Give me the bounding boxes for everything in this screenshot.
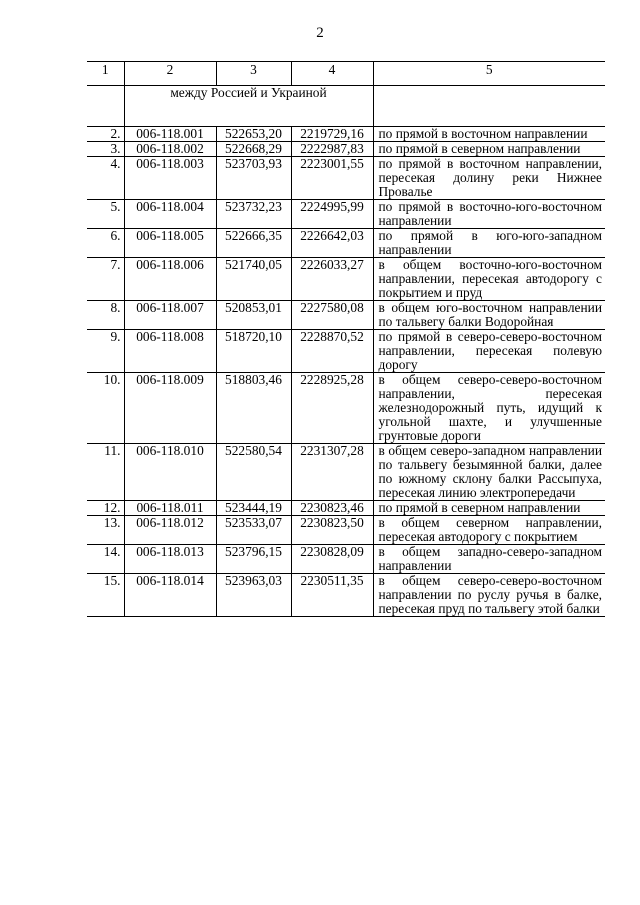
boundary-description-cell: в общем северо-северо-восточном направлении по руслу ручья в балке, пересекая пруд по тальвегу этой балки	[373, 574, 605, 617]
boundary-description-cell: по прямой в северо-северо-восточном направлении, пересекая полевую дорогу	[373, 330, 605, 373]
coordinate-x-cell: 523444,19	[216, 501, 291, 516]
column-header-4: 4	[291, 62, 373, 86]
point-code-cell: 006-118.012	[124, 516, 216, 545]
row-number-cell: 14.	[87, 545, 124, 574]
coordinate-y-cell: 2231307,28	[291, 444, 373, 501]
point-code-cell: 006-118.003	[124, 157, 216, 200]
table-row	[87, 516, 605, 545]
column-header-3: 3	[216, 62, 291, 86]
table-row	[87, 142, 605, 157]
coordinate-x-cell: 520853,01	[216, 301, 291, 330]
coordinate-y-cell: 2226642,03	[291, 229, 373, 258]
table-row	[87, 545, 605, 574]
table-row	[87, 373, 605, 444]
coordinate-y-cell: 2230823,46	[291, 501, 373, 516]
boundary-description-cell: в общем юго-восточном направлении по тальвегу балки Водоройная	[373, 301, 605, 330]
boundary-description-cell: по прямой в северном направлении	[373, 142, 605, 157]
coordinate-x-cell: 522668,29	[216, 142, 291, 157]
table-row	[87, 127, 605, 142]
point-code-cell: 006-118.006	[124, 258, 216, 301]
coordinate-y-cell: 2228925,28	[291, 373, 373, 444]
coordinate-x-cell: 521740,05	[216, 258, 291, 301]
boundary-description-cell: по прямой в восточном направлении, пересекая долину реки Нижнее Провалье	[373, 157, 605, 200]
boundary-description-cell: в общем восточно-юго-восточном направлении, пересекая автодорогу с покрытием и пруд	[373, 258, 605, 301]
coordinate-x-cell: 518803,46	[216, 373, 291, 444]
row-number-cell: 5.	[87, 200, 124, 229]
row-number-cell: 13.	[87, 516, 124, 545]
row-number-cell: 4.	[87, 157, 124, 200]
point-code-cell: 006-118.002	[124, 142, 216, 157]
coordinate-y-cell: 2226033,27	[291, 258, 373, 301]
table-row	[87, 301, 605, 330]
table-row	[87, 157, 605, 200]
table-row	[87, 501, 605, 516]
row-number-cell: 7.	[87, 258, 124, 301]
point-code-cell: 006-118.013	[124, 545, 216, 574]
row-number-cell: 8.	[87, 301, 124, 330]
row-number-cell: 9.	[87, 330, 124, 373]
page-number: 2	[316, 25, 324, 41]
boundary-description-cell: в общем северо-северо-восточном направлении, пересекая железнодорожный путь, идущий к угольной шахте, и улучшенные грунтовые дороги	[373, 373, 605, 444]
point-code-cell: 006-118.011	[124, 501, 216, 516]
row-number-cell: 6.	[87, 229, 124, 258]
coordinate-y-cell: 2228870,52	[291, 330, 373, 373]
coordinate-y-cell: 2230511,35	[291, 574, 373, 617]
coordinate-y-cell: 2222987,83	[291, 142, 373, 157]
row-number-cell: 11.	[87, 444, 124, 501]
table-row	[87, 444, 605, 501]
coordinate-x-cell: 523732,23	[216, 200, 291, 229]
table-row	[87, 200, 605, 229]
coordinate-x-cell: 523796,15	[216, 545, 291, 574]
coordinate-x-cell: 522666,35	[216, 229, 291, 258]
boundary-description-cell: по прямой в юго-юго-западном направлении	[373, 229, 605, 258]
point-code-cell: 006-118.008	[124, 330, 216, 373]
row-number-cell: 2.	[87, 127, 124, 142]
boundary-description-cell: по прямой в восточном направлении	[373, 127, 605, 142]
point-code-cell: 006-118.004	[124, 200, 216, 229]
row-number-cell: 15.	[87, 574, 124, 617]
coordinate-y-cell: 2227580,08	[291, 301, 373, 330]
coordinate-y-cell: 2223001,55	[291, 157, 373, 200]
table-row	[87, 258, 605, 301]
coordinate-x-cell: 523703,93	[216, 157, 291, 200]
point-code-cell: 006-118.014	[124, 574, 216, 617]
column-header-1: 1	[87, 62, 124, 86]
continuation-blank-cell	[87, 86, 124, 127]
point-code-cell: 006-118.010	[124, 444, 216, 501]
row-number-cell: 10.	[87, 373, 124, 444]
coordinate-x-cell: 522580,54	[216, 444, 291, 501]
row-number-cell: 3.	[87, 142, 124, 157]
continuation-blank-cell	[373, 86, 605, 127]
header-row	[87, 62, 605, 86]
point-code-cell: 006-118.009	[124, 373, 216, 444]
point-code-cell: 006-118.005	[124, 229, 216, 258]
boundary-description-cell: по прямой в северном направлении	[373, 501, 605, 516]
coordinate-x-cell: 522653,20	[216, 127, 291, 142]
boundary-description-cell: в общем западно-северо-западном направлении	[373, 545, 605, 574]
table-row	[87, 574, 605, 617]
coordinate-y-cell: 2230823,50	[291, 516, 373, 545]
point-code-cell: 006-118.007	[124, 301, 216, 330]
coordinate-y-cell: 2219729,16	[291, 127, 373, 142]
coordinate-y-cell: 2224995,99	[291, 200, 373, 229]
row-number-cell: 12.	[87, 501, 124, 516]
boundary-description-cell: в общем северо-западном направлении по тальвегу безымянной балки, далее по южному склону балки Рассыпуха, пересекая линию электропередачи	[373, 444, 605, 501]
table-row	[87, 229, 605, 258]
coordinate-x-cell: 523963,03	[216, 574, 291, 617]
continuation-row	[87, 86, 605, 127]
boundary-description-cell: в общем северном направлении, пересекая автодорогу с покрытием	[373, 516, 605, 545]
point-code-cell: 006-118.001	[124, 127, 216, 142]
coordinate-x-cell: 518720,10	[216, 330, 291, 373]
column-header-2: 2	[124, 62, 216, 86]
column-header-5: 5	[373, 62, 605, 86]
continuation-text: между Россией и Украиной	[124, 86, 373, 127]
boundary-table	[87, 61, 605, 617]
boundary-description-cell: по прямой в восточно-юго-восточном направлении	[373, 200, 605, 229]
coordinate-y-cell: 2230828,09	[291, 545, 373, 574]
coordinate-x-cell: 523533,07	[216, 516, 291, 545]
table-row	[87, 330, 605, 373]
